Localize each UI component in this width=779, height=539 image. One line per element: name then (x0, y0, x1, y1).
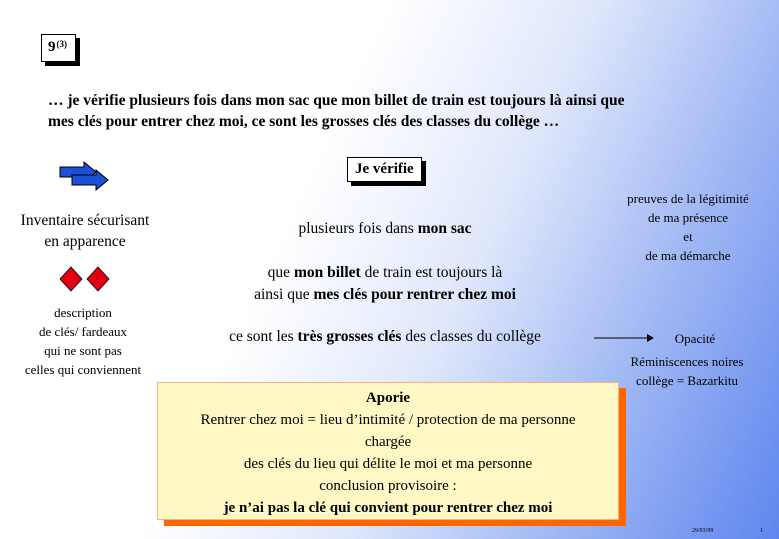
center-l3-bold: mes clés pour rentrer chez moi (313, 286, 516, 303)
je-verifie-box: Je vérifie (347, 157, 422, 182)
footer-page: 1 (760, 528, 763, 534)
right-arrow-icon (593, 332, 655, 344)
center-l4-text-a: ce sont les (229, 328, 298, 345)
desc-line-1: description (54, 305, 112, 320)
preuves-line-1: preuves de la légitimité (627, 191, 749, 206)
desc-line-2: de clés/ fardeaux (38, 324, 128, 339)
inventaire-line-2: en apparence (44, 233, 126, 250)
slide-number-box (41, 34, 76, 62)
aporie-line-2: chargée (364, 434, 412, 450)
center-l4-bold: très grosses clés (297, 328, 402, 345)
inventaire-line-1: Inventaire sécurisant (20, 212, 150, 229)
desc-line-4: celles qui conviennent (24, 362, 142, 377)
intro-line-2: mes clés pour entrer chez moi, ce sont les grosses clés des classes du collège … (48, 113, 560, 130)
aporie-line-1: Rentrer chez moi = lieu d’intimité / protection de ma personne (200, 412, 576, 428)
description-label (0, 303, 166, 379)
center-l1-text: plusieurs fois dans (298, 220, 418, 237)
desc-line-3: qui ne sont pas (44, 343, 122, 358)
preuves-label (602, 189, 774, 265)
intro-quote (48, 90, 748, 132)
center-line-2 (200, 264, 570, 282)
aporie-box (157, 382, 619, 520)
center-l1-bold: mon sac (417, 220, 472, 237)
inventaire-label (0, 210, 170, 252)
intro-line-1: … je vérifie plusieurs fois dans mon sac que mon billet de train est toujours là ainsi que (48, 92, 625, 109)
preuves-line-3: et (683, 229, 693, 244)
reminiscences-line-2: collège = Bazarkitu (636, 373, 738, 388)
slide-number-sub: (3) (56, 39, 67, 49)
aporie-line-4: conclusion provisoire : (319, 478, 457, 494)
preuves-line-2: de ma présence (647, 210, 729, 225)
footer-date: 29/03/99 (692, 528, 714, 534)
red-diamonds-icon (58, 265, 114, 293)
double-arrow-icon (58, 161, 112, 193)
center-l4-text-c: des classes du collège (401, 328, 541, 345)
center-l3-text: ainsi que (254, 286, 314, 303)
center-l2-text-a: que (267, 264, 294, 281)
center-line-3 (200, 286, 570, 304)
aporie-title: Aporie (365, 390, 411, 406)
preuves-line-4: de ma démarche (645, 248, 731, 263)
opacite-label: Opacité (674, 331, 716, 346)
slide-number: 9 (48, 39, 56, 55)
center-l2-text-c: de train est toujours là (360, 264, 503, 281)
center-line-1 (230, 220, 540, 238)
aporie-line-3: des clés du lieu qui délite le moi et ma personne (243, 456, 533, 472)
reminiscences-label (612, 352, 762, 390)
aporie-conclusion: je n’ai pas la clé qui convient pour rentrer chez moi (223, 500, 553, 516)
reminiscences-line-1: Réminiscences noires (630, 354, 744, 369)
center-l2-bold: mon billet (293, 264, 361, 281)
center-line-4 (190, 328, 580, 346)
